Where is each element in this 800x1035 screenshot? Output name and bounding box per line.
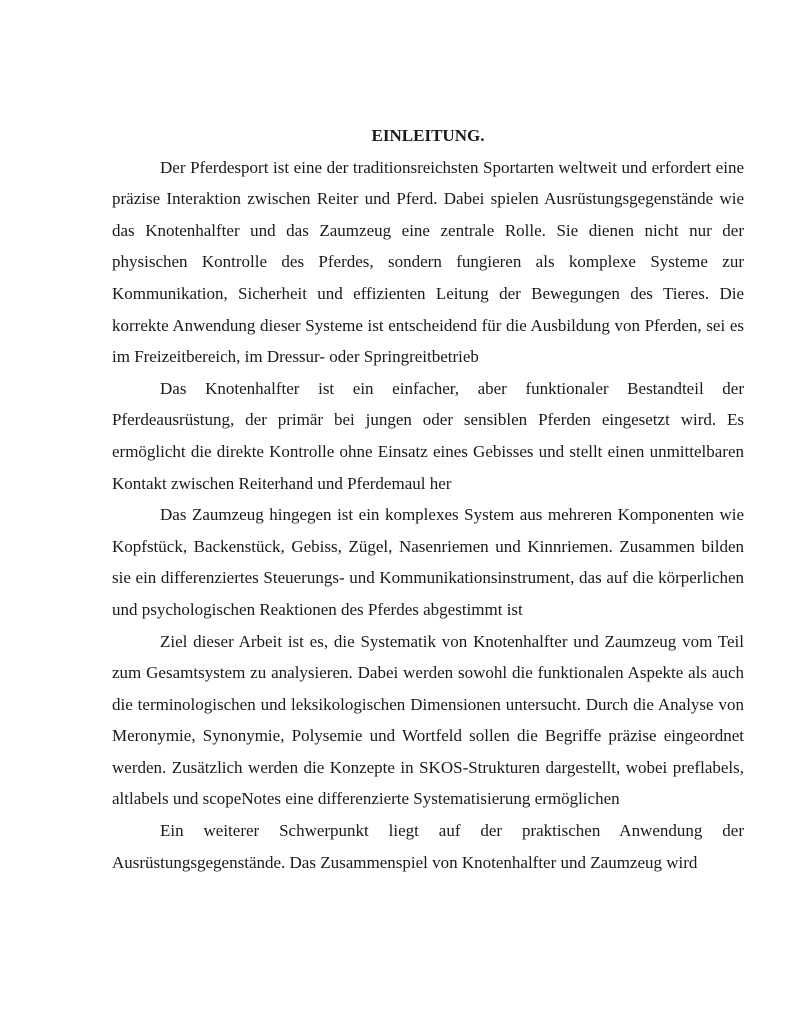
- paragraph-2: Das Knotenhalfter ist ein einfacher, aber funktionaler Bestandteil der Pferdeausrüstung, der primär bei jungen oder sensiblen Pferden eingesetzt wird. Es ermöglicht die direkte Kontrolle ohne Einsatz eines Gebisses und stellt einen unmittelbaren Kontakt zwischen Reiterhand und Pferdemaul her: [112, 378, 744, 493]
- paragraph-1: Der Pferdesport ist eine der traditionsreichsten Sportarten weltweit und erfordert eine präzise Interaktion zwischen Reiter und Pferd. Dabei spielen Ausrüstungsgegenstände wie das Knotenhalfter und das Zaumzeug eine zentrale Rolle. Sie dienen nicht nur der physischen Kontrolle des Pferdes, sondern fungieren als komplexe Systeme zur Kommunikation, Sicherheit und effizienten Leitung der Bewegungen des Tieres. Die korrekte Anwendung dieser Systeme ist entscheidend für die Ausbildung von Pferden, sei es im Freizeitbereich, im Dressur- oder Springreitbetrieb: [112, 157, 744, 367]
- paragraph-5: Ein weiterer Schwerpunkt liegt auf der praktischen Anwendung der Ausrüstungsgegenstände. Das Zusammenspiel von Knotenhalfter und Zaumzeug wird: [112, 821, 744, 872]
- document-body: [112, 120, 744, 878]
- section-heading: EINLEITUNG.: [371, 126, 485, 145]
- paragraph-3: Das Zaumzeug hingegen ist ein komplexes System aus mehreren Komponenten wie Kopfstück, Backenstück, Gebiss, Zügel, Nasenriemen und Kinnriemen. Zusammen bilden sie ein differenziertes Steuerungs- und Kommunikationsinstrument, das auf die körperlichen und psychologischen Reaktionen des Pferdes abgestimmt ist: [112, 505, 744, 619]
- paragraph-4: Ziel dieser Arbeit ist es, die Systematik von Knotenhalfter und Zaumzeug vom Teil zum Gesamtsystem zu analysieren. Dabei werden sowohl die funktionalen Aspekte als auch die terminologischen und leksikologischen Dimensionen untersucht. Durch die Analyse von Meronymie, Synonymie, Polysemie und Wortfeld sollen die Begriffe präzise eingeordnet werden. Zusätzlich werden die Konzepte in SKOS-Strukturen dargestellt, wobei preflabels, altlabels und scopeNotes eine differenzierte Systematisierung ermöglichen: [112, 631, 744, 809]
